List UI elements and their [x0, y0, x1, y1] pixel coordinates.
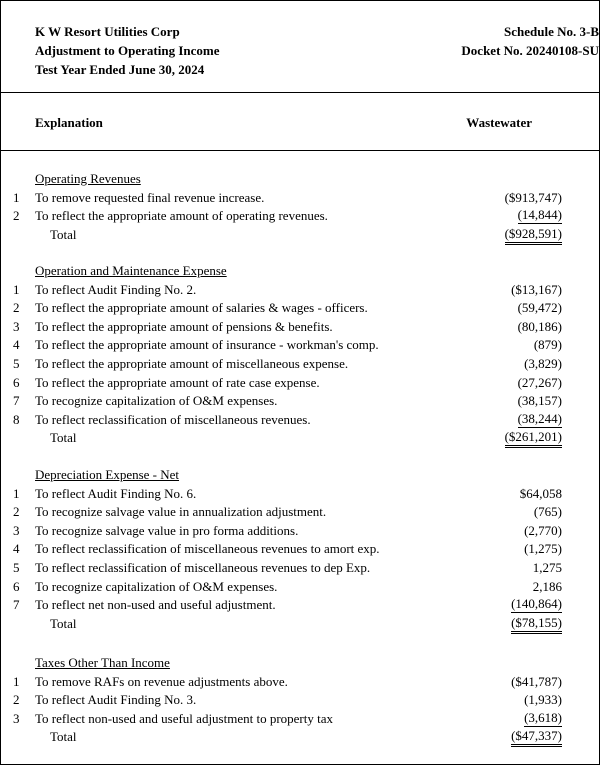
adjustment-amount: (27,267) — [517, 374, 562, 390]
adjustment-description: To reflect Audit Finding No. 3. — [35, 692, 197, 708]
docket-number: Docket No. 20240108-SU — [461, 43, 599, 58]
test-year: Test Year Ended June 30, 2024 — [35, 62, 205, 77]
adjustment-description: To recognize salvage value in annualization adjustment. — [35, 504, 327, 520]
line-number: 1 — [13, 673, 20, 689]
adjustment-row — [0, 578, 600, 596]
adjustment-amount: (765) — [533, 504, 562, 520]
line-number: 5 — [13, 560, 20, 575]
adjustment-amount: (1,275) — [524, 541, 562, 557]
adjustment-description: To recognize capitalization of O&M expenses. — [35, 578, 278, 594]
adjustment-amount: ($13,167) — [511, 281, 562, 297]
adjustment-description: To reflect reclassification of miscellaneous revenues. — [35, 411, 311, 427]
section-total-row — [0, 615, 600, 633]
section-total-row — [0, 226, 600, 244]
total-label: Total — [50, 226, 77, 242]
section-total-amount: ($78,155) — [511, 615, 562, 634]
section-title: Taxes Other Than Income — [35, 655, 170, 670]
adjustment-amount: 1,275 — [532, 560, 562, 575]
line-number: 5 — [13, 356, 20, 371]
adjustment-amount: (59,472) — [517, 300, 562, 316]
section-total-row — [0, 728, 600, 746]
adjustment-row — [0, 374, 600, 392]
adjustment-description: To remove RAFs on revenue adjustments above. — [35, 673, 288, 689]
adjustment-amount: (80,186) — [517, 318, 562, 334]
adjustment-row — [0, 503, 600, 521]
company-name: K W Resort Utilities Corp — [35, 24, 180, 39]
line-number: 8 — [13, 411, 20, 427]
adjustment-amount: ($41,787) — [511, 673, 562, 689]
adjustment-amount: (14,844) — [517, 207, 562, 223]
adjustment-description: To reflect the appropriate amount of salaries & wages - officers. — [35, 300, 368, 316]
line-number: 2 — [13, 504, 20, 520]
adjustment-description: To remove requested final revenue increase. — [35, 189, 265, 205]
adjustment-row — [0, 336, 600, 354]
adjustment-row — [0, 355, 600, 373]
section-total-amount: ($47,337) — [511, 728, 562, 747]
adjustment-description: To reflect Audit Finding No. 6. — [35, 485, 197, 501]
adjustment-row — [0, 392, 600, 410]
adjustment-row — [0, 691, 600, 709]
section-title: Operating Revenues — [35, 171, 141, 186]
line-number: 7 — [13, 393, 20, 409]
line-number: 2 — [13, 208, 20, 224]
section-title-row — [0, 170, 600, 188]
total-label: Total — [50, 615, 77, 631]
adjustment-row — [0, 596, 600, 614]
adjustment-amount: (2,770) — [524, 522, 562, 538]
section-total-amount: ($261,201) — [505, 429, 562, 448]
adjustment-amount: (3,829) — [524, 356, 562, 371]
adjustment-amount: (38,157) — [517, 393, 562, 409]
adjustment-amount: (1,933) — [524, 692, 562, 708]
line-number: 3 — [13, 522, 20, 538]
adjustment-amount: $64,058 — [519, 485, 562, 501]
line-number: 7 — [13, 597, 20, 613]
line-number: 1 — [13, 485, 20, 501]
adjustment-description: To reflect the appropriate amount of operating revenues. — [35, 208, 328, 224]
adjustment-row — [0, 540, 600, 558]
schedule-number: Schedule No. 3-B — [504, 24, 599, 39]
column-header-explanation: Explanation — [35, 115, 103, 130]
line-number: 3 — [13, 710, 20, 726]
section-title-row — [0, 654, 600, 672]
adjustment-row — [0, 522, 600, 540]
adjustment-row — [0, 485, 600, 503]
line-number: 2 — [13, 300, 20, 316]
adjustment-amount: (38,244) — [517, 410, 562, 426]
adjustment-row — [0, 189, 600, 207]
adjustment-row — [0, 207, 600, 225]
adjustment-row — [0, 281, 600, 299]
adjustment-description: To reflect the appropriate amount of pensions & benefits. — [35, 318, 333, 334]
line-number: 4 — [13, 337, 20, 353]
line-number: 6 — [13, 374, 20, 390]
section-total-row — [0, 429, 600, 447]
adjustment-description: To reflect reclassification of miscellaneous revenues to amort exp. — [35, 541, 380, 557]
section-title-row — [0, 466, 600, 484]
adjustment-description: To reflect net non-used and useful adjustment. — [35, 597, 276, 613]
line-number: 2 — [13, 692, 20, 708]
section-total-amount: ($928,591) — [505, 226, 562, 245]
adjustment-row — [0, 673, 600, 691]
line-number: 4 — [13, 541, 20, 557]
adjustment-description: To reflect the appropriate amount of miscellaneous expense. — [35, 356, 349, 371]
adjustment-description: To reflect non-used and useful adjustment to property tax — [35, 710, 334, 726]
line-number: 3 — [13, 318, 20, 334]
adjustment-amount: (879) — [533, 337, 562, 353]
line-number: 1 — [13, 189, 20, 205]
total-label: Total — [50, 430, 77, 446]
adjustment-description: To recognize salvage value in pro forma additions. — [35, 522, 299, 538]
adjustment-amount: 2,186 — [532, 578, 562, 594]
adjustment-row — [0, 559, 600, 577]
adjustment-description: To reflect the appropriate amount of rate case expense. — [35, 374, 320, 390]
adjustment-description: To recognize capitalization of O&M expenses. — [35, 393, 278, 409]
schedule-title: Adjustment to Operating Income — [35, 43, 220, 58]
adjustment-description: To reflect the appropriate amount of insurance - workman's comp. — [35, 337, 379, 353]
adjustment-row — [0, 710, 600, 728]
line-number: 6 — [13, 578, 20, 594]
line-number: 1 — [13, 281, 20, 297]
adjustment-row — [0, 411, 600, 429]
section-title: Depreciation Expense - Net — [35, 467, 180, 482]
adjustment-description: To reflect Audit Finding No. 2. — [35, 281, 197, 297]
adjustment-amount: ($913,747) — [504, 189, 562, 205]
adjustment-row — [0, 299, 600, 317]
total-label: Total — [50, 729, 77, 745]
section-title-row — [0, 262, 600, 280]
adjustment-row — [0, 318, 600, 336]
section-title: Operation and Maintenance Expense — [35, 263, 227, 278]
adjustment-amount: (140,864) — [511, 596, 562, 612]
adjustment-amount: (3,618) — [524, 709, 562, 725]
column-header-wastewater: Wastewater — [466, 115, 532, 130]
adjustment-description: To reflect reclassification of miscellaneous revenues to dep Exp. — [35, 560, 371, 575]
